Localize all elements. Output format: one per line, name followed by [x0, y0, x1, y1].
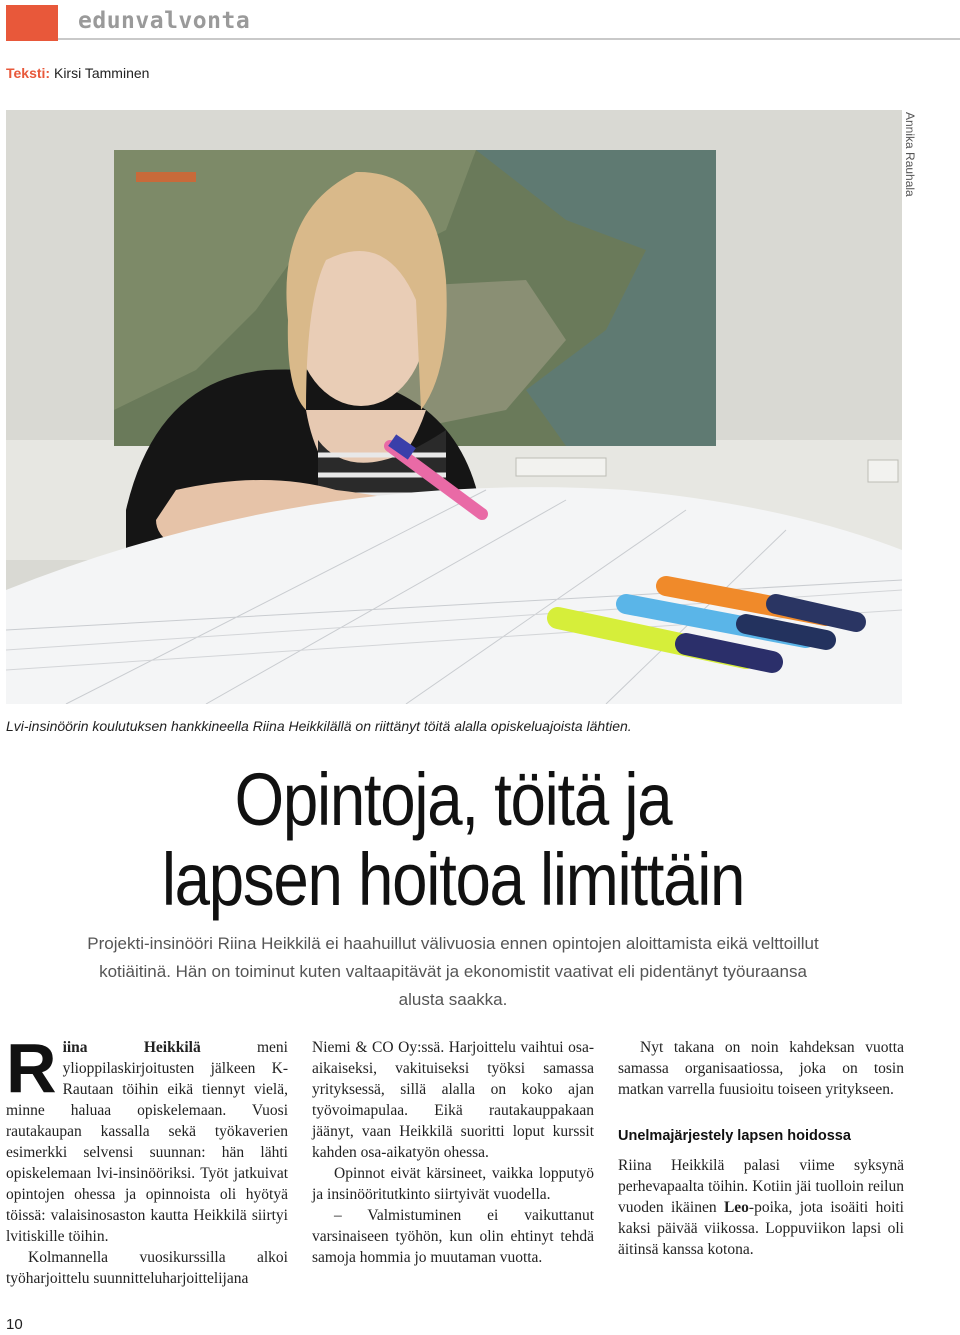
photo-credit: Annika Rauhala — [903, 112, 917, 197]
section-subhead: Unelmajärjestely lapsen hoidossa — [618, 1128, 851, 1144]
section-color-block — [6, 5, 58, 41]
body-paragraph: – Valmistuminen ei vaikuttanut varsinaiseen työhön, kun olin ehtinyt tehdä samoja hommia jo muutaman vuotta. — [312, 1207, 594, 1266]
body-column-3 — [618, 1037, 904, 1260]
section-label: edunvalvonta — [78, 8, 251, 34]
header-rule — [58, 38, 960, 40]
drop-cap: R — [6, 1029, 57, 1107]
body-column-2 — [312, 1037, 594, 1268]
body-text: -poika, jota isoäiti hoiti kaksi päivää viikossa. Loppuviikon lapsi oli äitinsä kanssa kotona. — [618, 1199, 904, 1258]
article-photo — [6, 110, 902, 704]
body-paragraph: Nyt takana on noin kahdeksan vuotta samassa organisaatiossa, joka on tosin matkan varrella fuusioitu toiseen yritykseen. — [618, 1039, 904, 1098]
photo-woman-at-desk-icon — [6, 110, 902, 704]
lead-name: iina Heikkilä — [62, 1039, 201, 1056]
byline — [6, 65, 149, 81]
byline-author: Kirsi Tamminen — [53, 65, 150, 81]
body-paragraph: Kolmannella vuosikurssilla alkoi työharjoittelu suunnitteluharjoittelijana — [6, 1249, 288, 1287]
body-paragraph — [618, 1155, 904, 1260]
body-paragraph: Opinnot eivät kärsineet, vaikka lopputyö ja insinööritutkinto siirtyivät vuodella. — [312, 1165, 594, 1203]
body-column-1 — [6, 1029, 288, 1289]
body-text-bold: Leo — [723, 1199, 749, 1216]
headline-line-1: Opintoja, töitä ja — [234, 758, 672, 841]
body-text: Riina Heikkilä palasi viime syksynä perhevapaalta töihin. Kotiin jäi tuolloin reilun vuoden ikäinen — [618, 1157, 904, 1216]
byline-label: Teksti: — [6, 65, 51, 81]
article-headline — [63, 760, 842, 920]
body-paragraph: Niemi & CO Oy:ssä. Harjoittelu vaihtui osa-aikaiseksi, vakituiseksi työksi samassa yrityksessä, sillä alalla on koko ajan työvoimapulaa. Eikä rautakauppakaan jäänyt, vaan Heikkilä suoritti loput kurssit kahden osa-aikatyön ohessa. — [312, 1039, 594, 1161]
body-paragraph — [6, 1029, 288, 1247]
headline-line-2: lapsen hoitoa limittäin — [161, 838, 745, 921]
body-text: meni ylioppilaskirjoitusten jälkeen K-Rautaan töihin eikä tiennyt vielä, minne haluaa opiskelemaan. Vuosi rautakaupan kassalla sekä työkaverien esimerkki selvensi suunnan: hän lähti opiskelemaan lvi-insinööriksi. Työt jatkuivat opintojen ohessa ja opinnoista oli hyötyä töissä: valaisinosaston kautta Heikkilä siirtyi lvitiskille töihin. — [6, 1039, 288, 1245]
article-lede: Projekti-insinööri Riina Heikkilä ei haahuillut välivuosia ennen opintojen aloittamista eikä velttoillut kotiäitinä. Hän on toiminut kuten valtaapitävät ja ekonomistit vaativat eli pidentänyt työuraansa alusta saakka. — [87, 934, 819, 1009]
photo-caption: Lvi-insinöörin koulutuksen hankkineella Riina Heikkilällä on riittänyt töitä alalla opiskeluajoista lähtien. — [6, 718, 632, 734]
page-number: 10 — [6, 1316, 23, 1333]
